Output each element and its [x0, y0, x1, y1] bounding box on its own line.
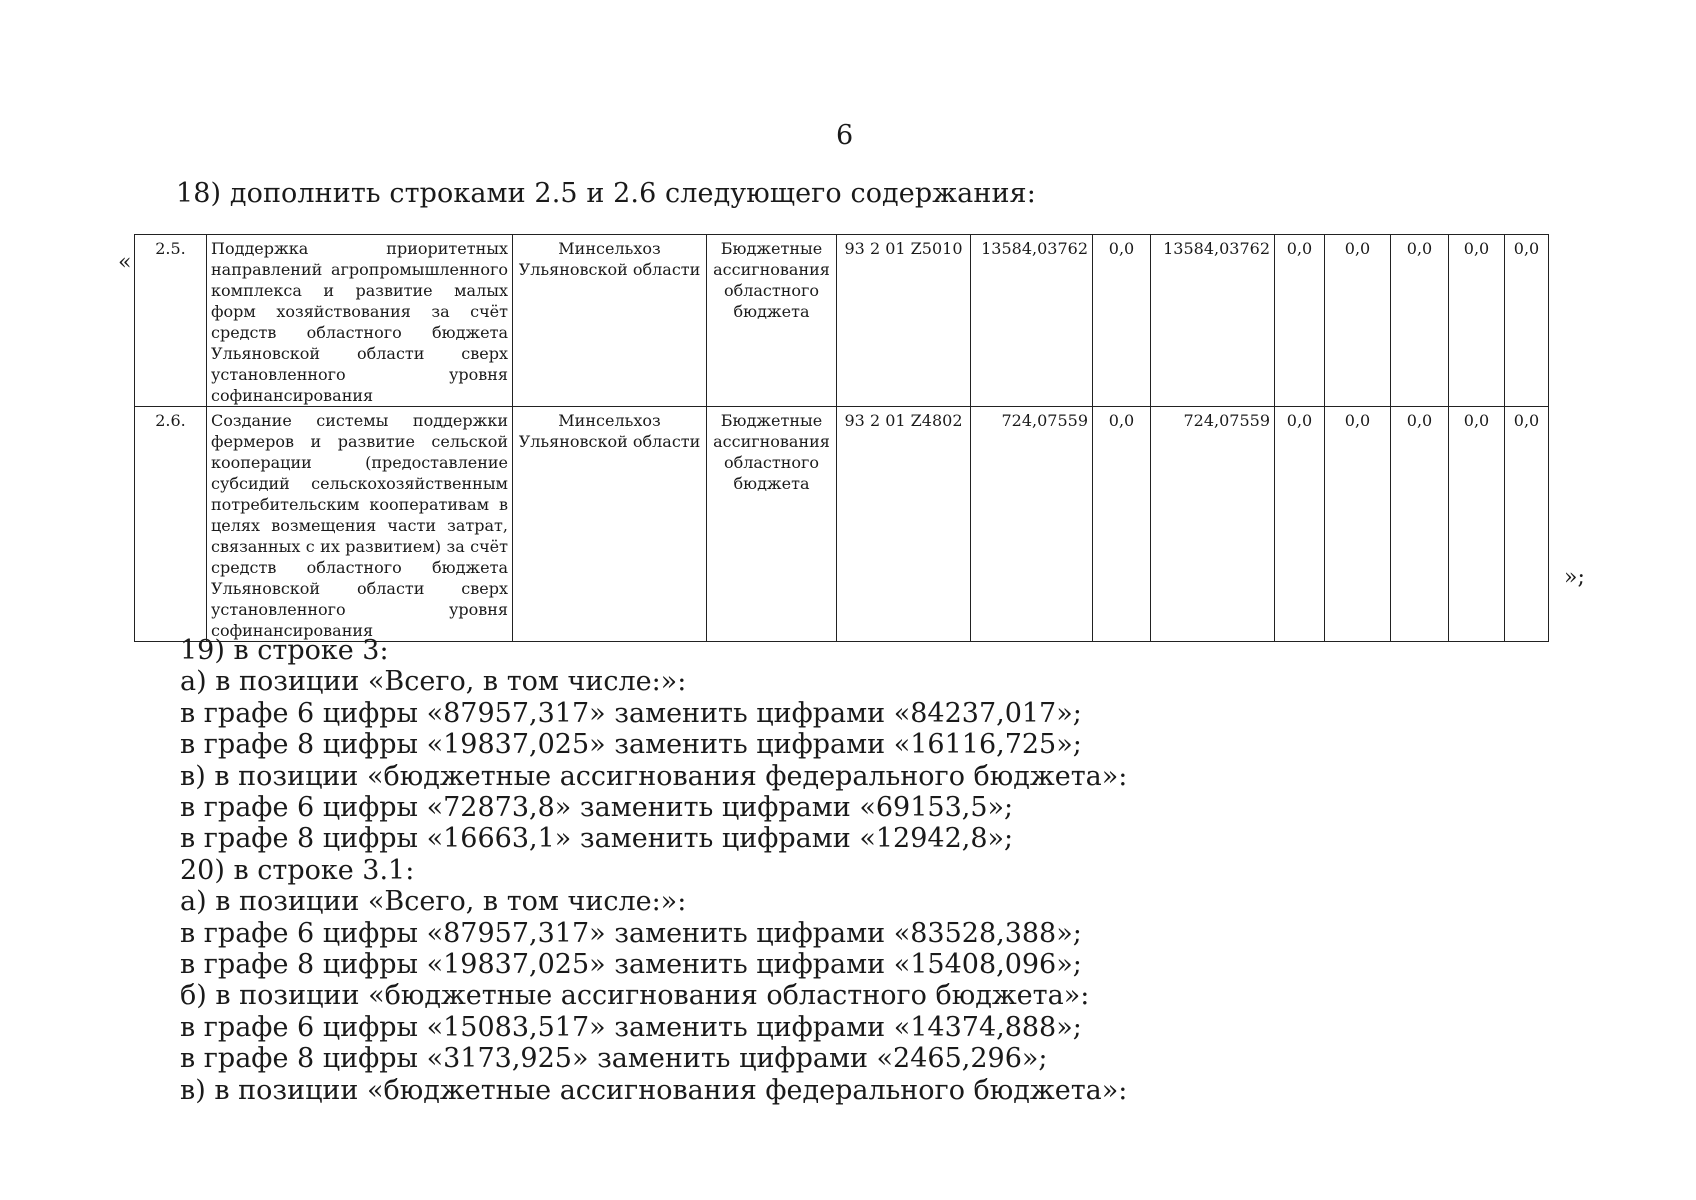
row-year-value: 0,0 [1391, 407, 1449, 642]
amendment-item: в графе 6 цифры «72873,8» заменить цифрами «69153,5»; [180, 792, 1014, 824]
row-year-value: 13584,03762 [1151, 235, 1275, 407]
amendment-item: в) в позиции «бюджетные ассигнования федерального бюджета»: [180, 760, 1128, 792]
amendment-items [180, 635, 1127, 1106]
table-row [135, 407, 1549, 642]
row-budget-code: 93 2 01 Z4802 [837, 407, 971, 642]
amendment-item: в графе 8 цифры «19837,025» заменить цифрами «16116,725»; [180, 729, 1082, 761]
row-year-value: 0,0 [1275, 407, 1325, 642]
amendment-table [134, 234, 1549, 642]
amendment-item: в) в позиции «бюджетные ассигнования федерального бюджета»: [180, 1074, 1128, 1106]
amendment-item: в графе 8 цифры «16663,1» заменить цифрами «12942,8»; [180, 823, 1014, 855]
row-year-value: 0,0 [1275, 235, 1325, 407]
row-name: Поддержка приоритетных направлений агропромышленного комплекса и развитие малых форм хозяйствования за счёт средств областного бюджета Ульяновской области сверх установленного уровня софинансирования [207, 235, 513, 407]
row-year-value: 0,0 [1325, 235, 1391, 407]
amendment-item: в графе 8 цифры «19837,025» заменить цифрами «15408,096»; [180, 949, 1082, 981]
row-year-value: 0,0 [1093, 407, 1151, 642]
amendment-item: а) в позиции «Всего, в том числе:»: [180, 886, 687, 918]
amendment-item: 19) в строке 3: [180, 635, 389, 666]
page-number: 6 [836, 120, 854, 151]
row-executor: Минсельхоз Ульяновской области [513, 407, 707, 642]
amendment-item: 20) в строке 3.1: [180, 854, 415, 886]
amendment-item: б) в позиции «бюджетные ассигнования областного бюджета»: [180, 980, 1090, 1012]
row-total: 13584,03762 [971, 235, 1093, 407]
row-year-value: 0,0 [1449, 407, 1505, 642]
table-row [135, 235, 1549, 407]
row-year-value: 0,0 [1093, 235, 1151, 407]
row-executor: Минсельхоз Ульяновской области [513, 235, 707, 407]
row-year-value: 0,0 [1505, 235, 1549, 407]
row-funding-source: Бюджетные ассигнования областного бюджета [707, 407, 837, 642]
row-year-value: 0,0 [1391, 235, 1449, 407]
row-funding-source: Бюджетные ассигнования областного бюджета [707, 235, 837, 407]
table-open-quote: « [118, 250, 132, 275]
table-close-quote: »; [1564, 565, 1585, 590]
amendment-item: в графе 6 цифры «87957,317» заменить цифрами «84237,017»; [180, 697, 1082, 729]
row-year-value: 0,0 [1325, 407, 1391, 642]
row-total: 724,07559 [971, 407, 1093, 642]
row-number: 2.6. [135, 407, 207, 642]
row-year-value: 0,0 [1505, 407, 1549, 642]
amendment-item: в графе 6 цифры «87957,317» заменить цифрами «83528,388»; [180, 917, 1082, 949]
row-name: Создание системы поддержки фермеров и развитие сельской кооперации (предоставление субсидий сельскохозяйственным потребительским кооперативам в целях возмещения части затрат, связанных с их развитием) за счёт средств областного бюджета Ульяновской области сверх установленного уровня софинансирования [207, 407, 513, 642]
row-year-value: 0,0 [1449, 235, 1505, 407]
amendment-item: а) в позиции «Всего, в том числе:»: [180, 666, 687, 698]
row-year-value: 724,07559 [1151, 407, 1275, 642]
amendment-item: в графе 6 цифры «15083,517» заменить цифрами «14374,888»; [180, 1011, 1082, 1043]
amendment-item: в графе 8 цифры «3173,925» заменить цифрами «2465,296»; [180, 1043, 1048, 1075]
row-number: 2.5. [135, 235, 207, 407]
amendment-intro: 18) дополнить строками 2.5 и 2.6 следующего содержания: [176, 178, 1036, 209]
row-budget-code: 93 2 01 Z5010 [837, 235, 971, 407]
